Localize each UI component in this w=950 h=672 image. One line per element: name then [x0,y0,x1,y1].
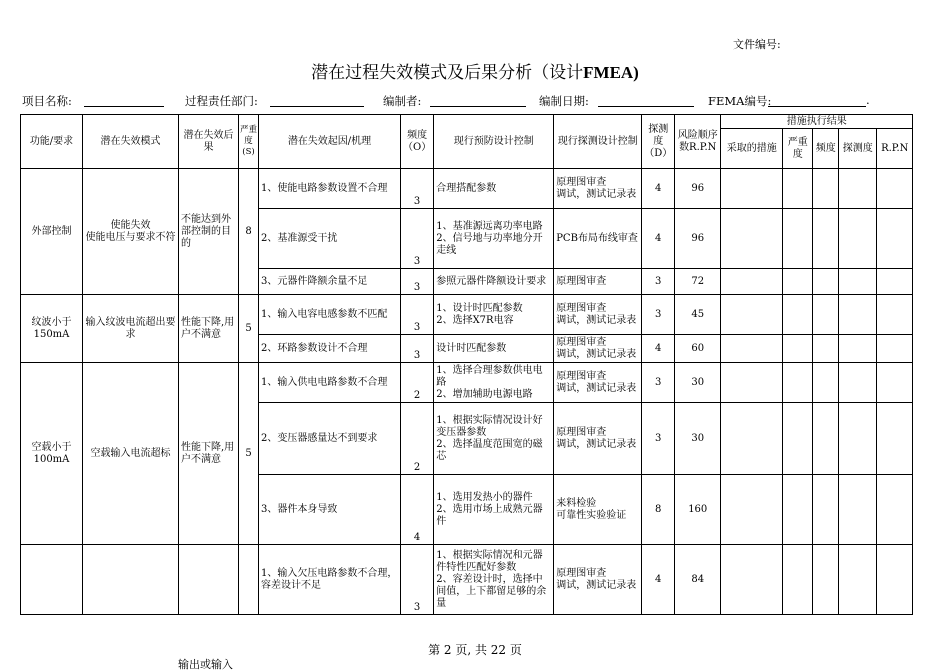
action-taken-cell [721,269,783,295]
cause-cell: 1、输入欠压电路参数不合理，容差设计不足 [259,545,401,615]
new-occurrence-cell [813,269,839,295]
prevention-cell: 1、基准源远离功率电路 2、信号地与功率地分开走线 [434,209,554,269]
table-row [21,545,913,615]
header-failure-mode: 潜在失效模式 [83,115,179,169]
new-rpn-cell [877,545,913,615]
header-new-severity: 严重度 [783,129,813,169]
detection-cell: 8 [642,475,675,545]
project-name-field[interactable] [84,106,164,107]
failure-mode-cell: 使能失效 使能电压与要求不符 [83,169,179,295]
action-taken-cell [721,403,783,475]
footnote: 输出或输入 [178,658,233,671]
function-cell: 空载小于100mA [21,363,83,545]
occurrence-cell: 4 [401,475,434,545]
action-taken-cell [721,335,783,363]
occurrence-cell: 3 [401,169,434,209]
prevention-cell: 1、选择合理参数供电电路 2、增加辅助电源电路 [434,363,554,403]
effect-cell: 性能下降,用户不满意 [179,295,239,363]
failure-mode-cell: 空载输入电流超标 [83,363,179,545]
detection-control-cell: 原理图审查 调试，测试记录表 [554,545,642,615]
severity-cell [239,545,259,615]
detection-cell: 3 [642,295,675,335]
occurrence-cell: 2 [401,403,434,475]
occurrence-cell: 3 [401,335,434,363]
fema-number-field[interactable] [768,106,866,107]
page-title [0,58,950,83]
new-severity-cell [783,295,813,335]
new-occurrence-cell [813,209,839,269]
prevention-cell: 合理搭配参数 [434,169,554,209]
new-severity-cell [783,475,813,545]
new-detection-cell [839,269,877,295]
header-cause: 潜在失效起因/机理 [259,115,401,169]
fema-number-label: FEMA编号: [708,94,772,108]
new-severity-cell [783,335,813,363]
new-severity-cell [783,403,813,475]
failure-mode-cell: 输入纹波电流超出要求 [83,295,179,363]
header-new-rpn: R.P.N [877,129,913,169]
rpn-cell: 72 [675,269,721,295]
effect-cell [179,545,239,615]
new-rpn-cell [877,363,913,403]
new-rpn-cell [877,169,913,209]
effect-cell: 不能达到外部控制的目的 [179,169,239,295]
rpn-cell: 30 [675,403,721,475]
detection-control-cell: 原理图审查 调试，测试记录表 [554,363,642,403]
new-occurrence-cell [813,363,839,403]
new-occurrence-cell [813,295,839,335]
new-occurrence-cell [813,335,839,363]
prevention-cell: 1、根据实际情况和元器件特性匹配好参数 2、容差设计时，选择中间值，上下都留足够的余量 [434,545,554,615]
table-row [21,363,913,403]
new-severity-cell [783,209,813,269]
department-label: 过程责任部门: [185,94,258,108]
detection-cell: 3 [642,269,675,295]
document-number-label: 文件编号: [733,38,781,51]
new-severity-cell [783,169,813,209]
header-new-detection: 探测度 [839,129,877,169]
new-occurrence-cell [813,403,839,475]
detection-cell: 4 [642,545,675,615]
page-footer: 第 2 页, 共 22 页 [428,643,522,657]
new-severity-cell [783,545,813,615]
cause-cell: 2、变压器感量达不到要求 [259,403,401,475]
header-occurrence: 频度（O） [401,115,434,169]
header-detection: 探测度（D） [642,115,675,169]
rpn-cell: 160 [675,475,721,545]
prevention-cell: 参照元器件降额设计要求 [434,269,554,295]
detection-cell: 3 [642,403,675,475]
new-detection-cell [839,475,877,545]
detection-control-cell: 原理图审查 [554,269,642,295]
new-detection-cell [839,545,877,615]
detection-control-cell: PCB布局布线审查 [554,209,642,269]
function-cell: 外部控制 [21,169,83,295]
prevention-cell: 1、选用发热小的器件 2、选用市场上成熟元器件 [434,475,554,545]
rpn-cell: 30 [675,363,721,403]
severity-cell: 5 [239,295,259,363]
new-severity-cell [783,269,813,295]
cause-cell: 2、环路参数设计不合理 [259,335,401,363]
detection-control-cell: 来料检验 可靠性实验验证 [554,475,642,545]
header-action-taken: 采取的措施 [721,129,783,169]
cause-cell: 3、器件本身导致 [259,475,401,545]
detection-cell: 4 [642,209,675,269]
cause-cell: 1、使能电路参数设置不合理 [259,169,401,209]
action-taken-cell [721,545,783,615]
header-effect: 潜在失效后果 [179,115,239,169]
new-rpn-cell [877,209,913,269]
severity-cell: 5 [239,363,259,545]
detection-cell: 4 [642,169,675,209]
new-rpn-cell [877,403,913,475]
rpn-cell: 96 [675,209,721,269]
failure-mode-cell [83,545,179,615]
cause-cell: 2、基准源受干扰 [259,209,401,269]
department-field[interactable] [270,106,364,107]
new-detection-cell [839,363,877,403]
table-row [21,169,913,209]
new-detection-cell [839,335,877,363]
occurrence-cell: 3 [401,269,434,295]
new-occurrence-cell [813,545,839,615]
header-prevention: 现行预防设计控制 [434,115,554,169]
detection-cell: 3 [642,363,675,403]
action-taken-cell [721,169,783,209]
fmea-table [20,114,913,615]
cause-cell: 1、输入供电电路参数不合理 [259,363,401,403]
new-rpn-cell [877,335,913,363]
author-field[interactable] [430,106,526,107]
header-rpn: 风险顺序数R.P.N [675,115,721,169]
new-detection-cell [839,209,877,269]
date-field[interactable] [598,106,694,107]
new-rpn-cell [877,269,913,295]
trailing-mark: . [866,93,870,107]
effect-cell: 性能下降,用户不满意 [179,363,239,545]
table-row [21,295,913,335]
action-taken-cell [721,475,783,545]
author-label: 编制者: [383,94,422,108]
occurrence-cell: 3 [401,209,434,269]
occurrence-cell: 3 [401,545,434,615]
cause-cell: 3、元器件降额余量不足 [259,269,401,295]
detection-control-cell: 原理图审查 调试，测试记录表 [554,403,642,475]
detection-control-cell: 原理图审查 调试，测试记录表 [554,295,642,335]
new-severity-cell [783,363,813,403]
prevention-cell: 1、根据实际情况设计好变压器参数 2、选择温度范围宽的磁芯 [434,403,554,475]
action-taken-cell [721,209,783,269]
function-cell [21,545,83,615]
new-rpn-cell [877,295,913,335]
action-taken-cell [721,363,783,403]
rpn-cell: 84 [675,545,721,615]
header-detection-control: 现行探测设计控制 [554,115,642,169]
title-text: 潜在过程失效模式及后果分析（设计 [311,63,584,83]
occurrence-cell: 2 [401,363,434,403]
detection-cell: 4 [642,335,675,363]
new-detection-cell [839,403,877,475]
new-occurrence-cell [813,475,839,545]
project-name-label: 项目名称: [22,94,72,108]
date-label: 编制日期: [539,94,589,108]
header-results-group: 措施执行结果 [721,115,913,129]
title-fmea: FMEA) [583,63,639,82]
new-rpn-cell [877,475,913,545]
detection-control-cell: 原理图审查 调试，测试记录表 [554,335,642,363]
prevention-cell: 1、设计时匹配参数 2、选择X7R电容 [434,295,554,335]
new-detection-cell [839,295,877,335]
rpn-cell: 45 [675,295,721,335]
header-new-occurrence: 频度 [813,129,839,169]
header-function: 功能/要求 [21,115,83,169]
prevention-cell: 设计时匹配参数 [434,335,554,363]
occurrence-cell: 3 [401,295,434,335]
severity-cell: 8 [239,169,259,295]
header-severity: 严重度(S) [239,115,259,169]
detection-control-cell: 原理图审查 调试，测试记录表 [554,169,642,209]
rpn-cell: 96 [675,169,721,209]
function-cell: 纹波小于150mA [21,295,83,363]
rpn-cell: 60 [675,335,721,363]
cause-cell: 1、输入电容电感参数不匹配 [259,295,401,335]
new-detection-cell [839,169,877,209]
new-occurrence-cell [813,169,839,209]
action-taken-cell [721,295,783,335]
